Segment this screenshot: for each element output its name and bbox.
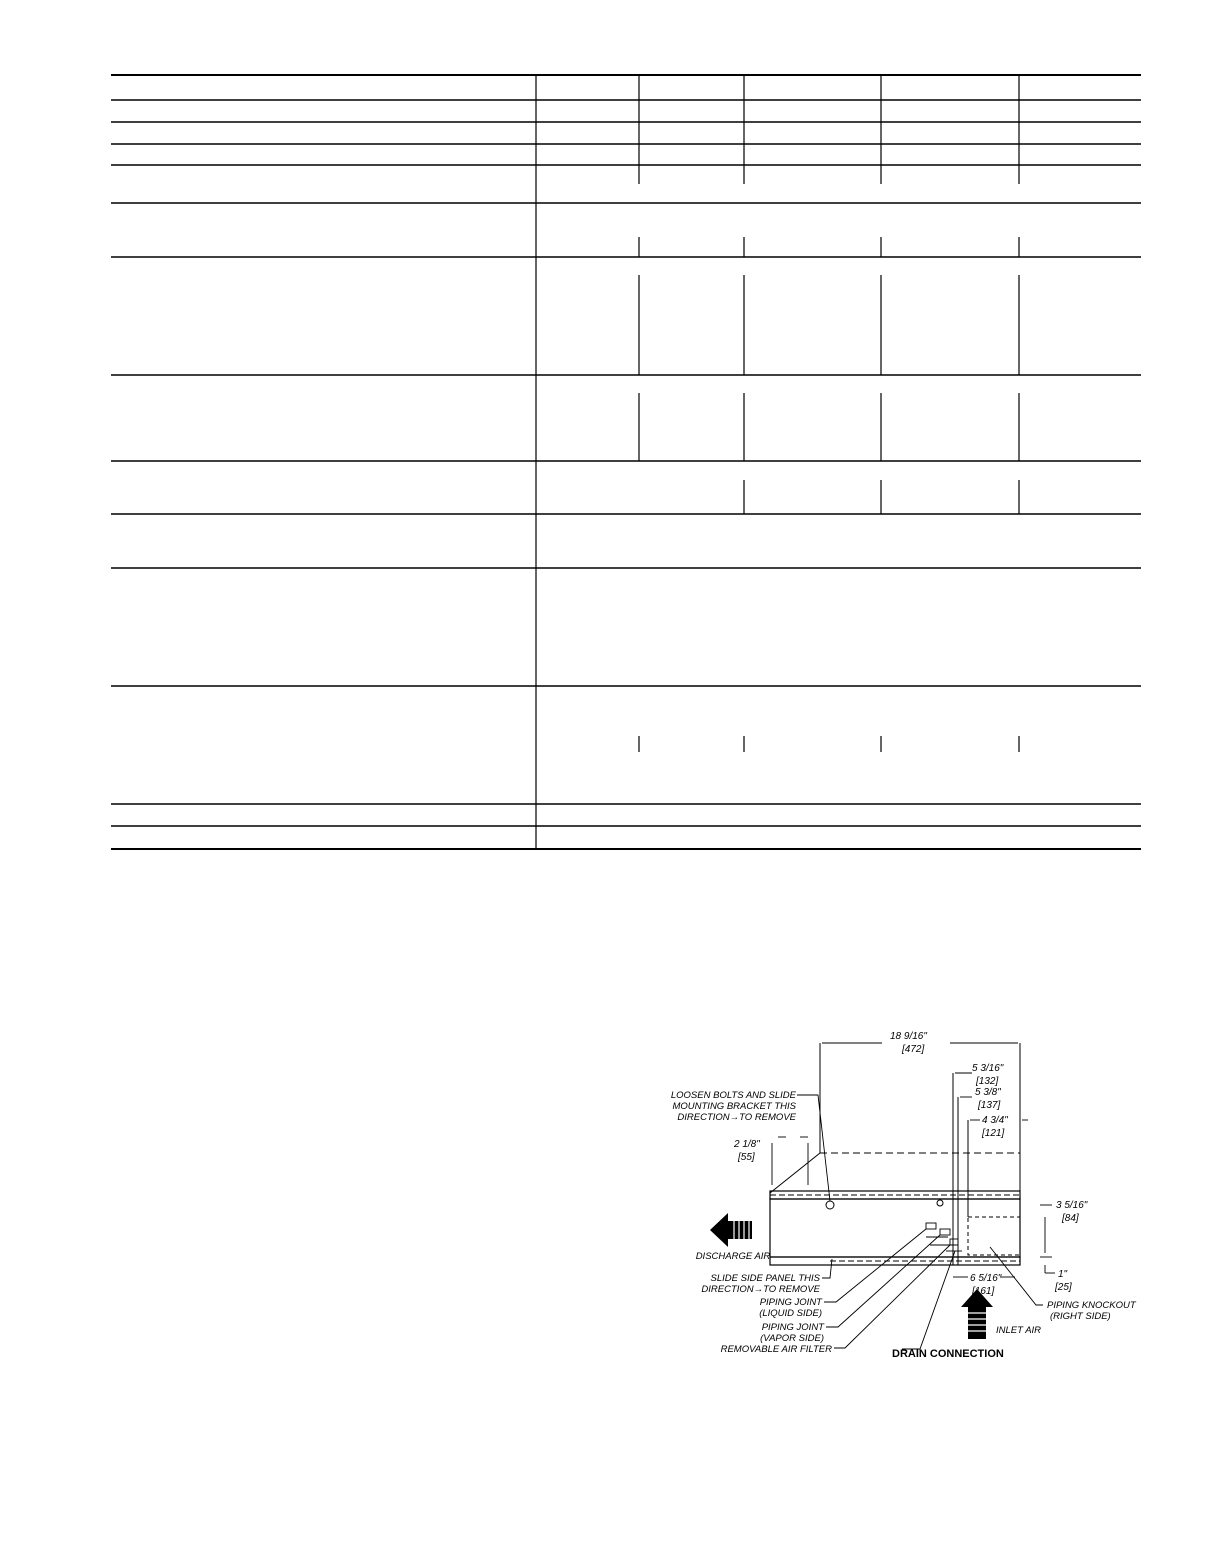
label-piping-knockout-line2: (RIGHT SIDE) [1050, 1311, 1111, 1322]
unit-dimension-drawing [650, 1025, 1150, 1365]
label-discharge-air: DISCHARGE AIR [695, 1251, 771, 1262]
dim-knockout-offset: 5 3/16" [972, 1063, 1004, 1074]
table-row-lines [111, 100, 1141, 826]
piping-knockout-outline [968, 1217, 1020, 1255]
label-piping-liquid-line2: (LIQUID SIDE) [759, 1308, 822, 1319]
label-air-filter: REMOVABLE AIR FILTER [720, 1344, 832, 1355]
dim-drain-offset-mm: [161] [972, 1286, 995, 1297]
label-piping-vapor-line1: PIPING JOINT [761, 1322, 824, 1333]
dim-knockout-width: 5 3/8" [975, 1087, 1001, 1098]
dimension-lines [772, 1043, 1055, 1277]
dim-knockout-width-mm: [137] [978, 1100, 1001, 1111]
label-slide-panel-line2: DIRECTION→TO REMOVE [701, 1284, 820, 1295]
dim-overall-width-mm: [472] [902, 1044, 925, 1055]
table-column-lines [639, 75, 1019, 752]
dim-bottom-offset-mm: [25] [1055, 1282, 1072, 1293]
label-loosen-bolts-line1: LOOSEN BOLTS AND SLIDE [670, 1090, 796, 1101]
label-slide-panel-line1: SLIDE SIDE PANEL THIS [710, 1273, 820, 1284]
label-piping-knockout-line1: PIPING KNOCKOUT [1047, 1300, 1136, 1311]
mounting-bracket-bolt [826, 1201, 834, 1209]
dim-drain-offset: 6 5/16" [970, 1273, 1002, 1284]
dim-bracket-offset: 2 1/8" [734, 1139, 760, 1150]
dim-knockout-inner-mm: [121] [982, 1128, 1005, 1139]
label-loosen-bolts-line2: MOUNTING BRACKET THIS [672, 1101, 796, 1112]
dim-overall-width: 18 9/16" [890, 1031, 927, 1042]
piping-joints [926, 1223, 962, 1251]
dim-knockout-height-mm: [84] [1062, 1213, 1079, 1224]
label-loosen-bolts-line3: DIRECTION→TO REMOVE [677, 1112, 796, 1123]
dim-knockout-height: 3 5/16" [1056, 1200, 1088, 1211]
leader-lines [797, 1095, 1043, 1349]
dim-bracket-offset-mm: [55] [738, 1152, 755, 1163]
dim-knockout-offset-mm: [132] [976, 1076, 999, 1087]
label-drain-connection: DRAIN CONNECTION [892, 1348, 1004, 1360]
dim-knockout-inner: 4 3/4" [982, 1115, 1008, 1126]
label-inlet-air: INLET AIR [996, 1325, 1042, 1336]
dim-bottom-offset: 1" [1058, 1269, 1068, 1280]
label-piping-liquid-line1: PIPING JOINT [759, 1297, 822, 1308]
discharge-air-arrow-icon [710, 1213, 752, 1247]
label-piping-vapor-line2: (VAPOR SIDE) [760, 1333, 824, 1344]
